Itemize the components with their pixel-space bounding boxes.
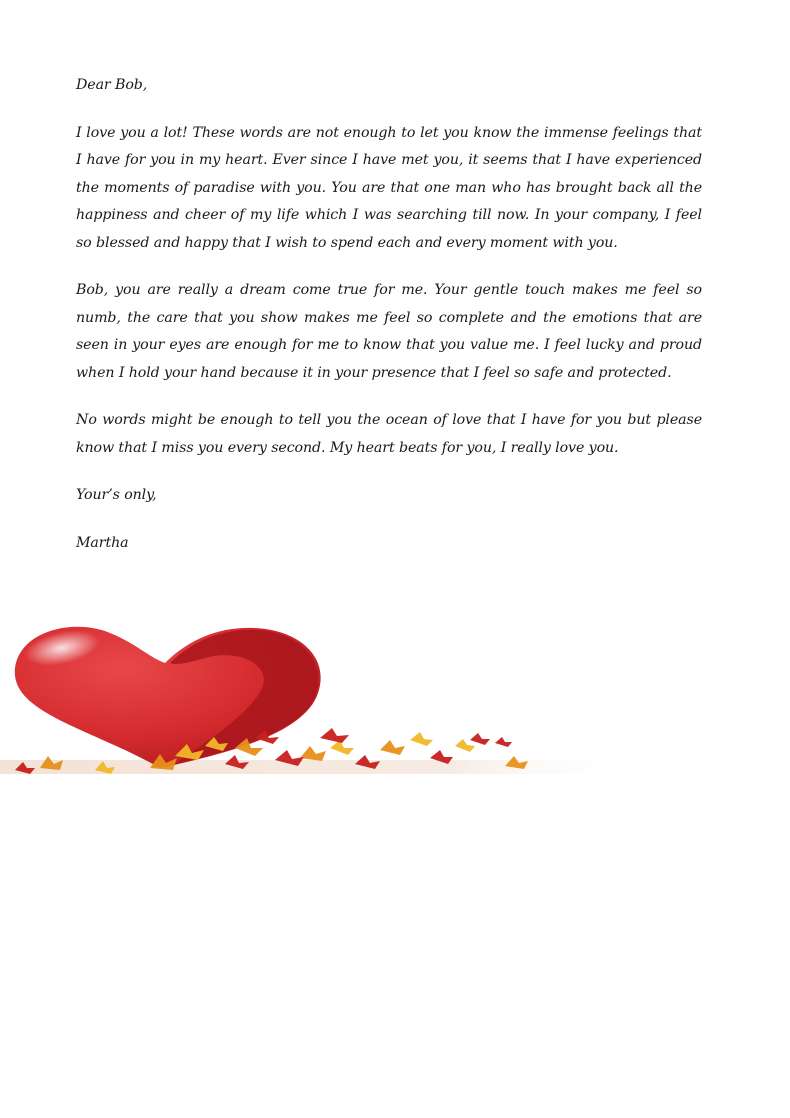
- letter-body: [76, 72, 702, 577]
- letter-signature: Martha: [76, 534, 129, 551]
- letter-greeting: Dear Bob,: [76, 77, 148, 93]
- letter-paragraph-3: No words might be enough to tell you the ocean of love that I have for you but please know that I miss you every second. My heart beats for you, I really love you.: [76, 412, 702, 456]
- heart-leaves-decoration: [0, 618, 640, 778]
- letter-paragraph-1: I love you a lot! These words are not enough to let you know the immense feelings that I have for you in my heart. Ever since I have met you, it seems that I have experienced the moments of paradise with you. You are that one man who has brought back all the happiness and cheer of my life which I was searching till now. In your company, I feel so blessed and happy that I wish to spend each and every moment with you.: [76, 124, 702, 251]
- letter-paragraph-2: Bob, you are really a dream come true for me. Your gentle touch makes me feel so numb, the care that you show makes me feel so complete and the emotions that are seen in your eyes are enough for me to know that you value me. I feel lucky and proud when I hold your hand because it in your presence that I feel so safe and protected.: [76, 282, 702, 381]
- ground-band: [0, 760, 640, 774]
- letter-closing: Your’s only,: [76, 487, 157, 503]
- heart-icon: [15, 624, 321, 768]
